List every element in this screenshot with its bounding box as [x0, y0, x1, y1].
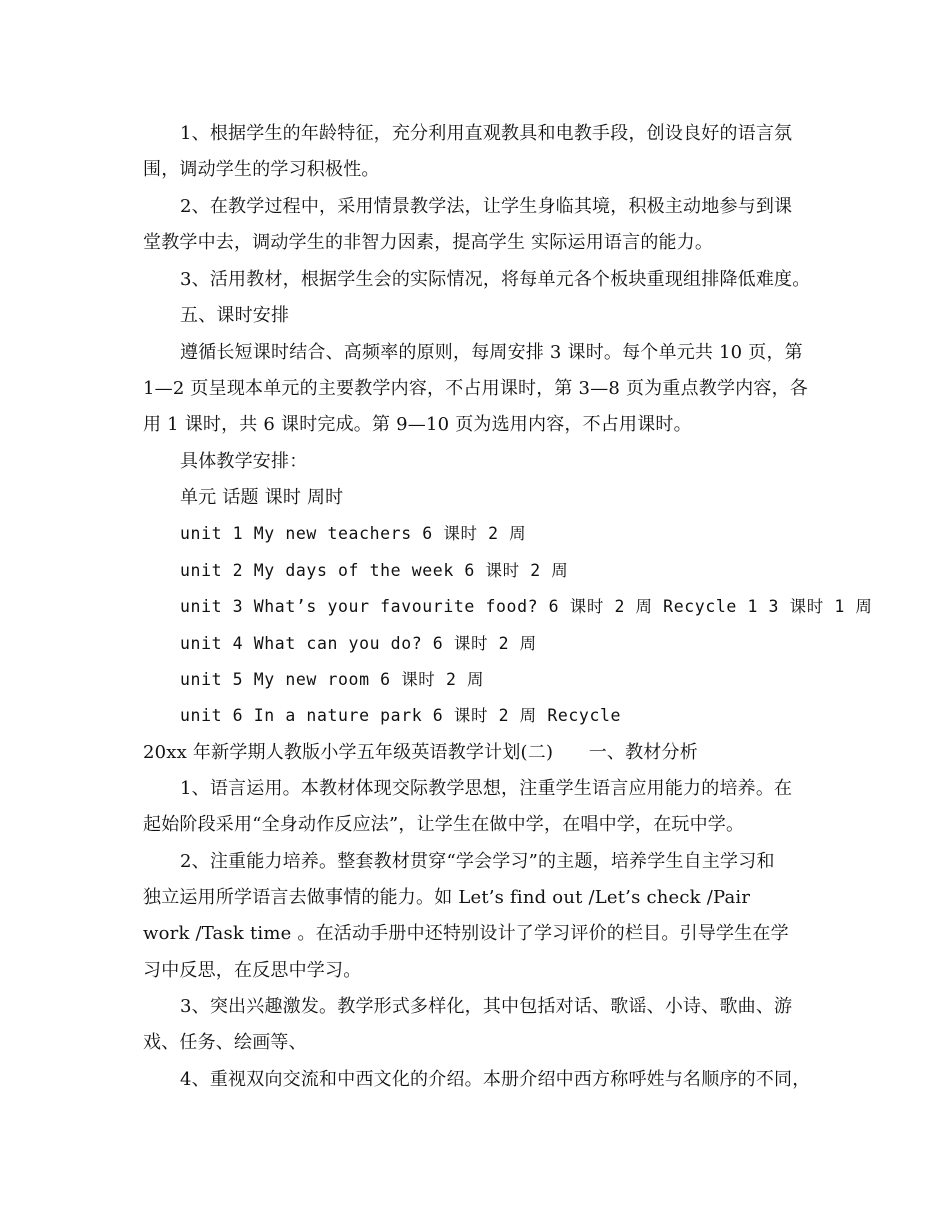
paragraph-line: work /Task time 。在活动手册中还特别设计了学习评价的栏目。引导学生在学: [143, 923, 789, 944]
paragraph-line: 4、重视双向交流和中西文化的介绍。本册介绍中西方称呼姓与名顺序的不同，: [180, 1069, 811, 1090]
schedule-row: unit 1 My new teachers 6 课时 2 周: [180, 524, 527, 543]
schedule-row: unit 4 What can you do? 6 课时 2 周: [180, 634, 537, 653]
schedule-row: unit 6 In a nature park 6 课时 2 周 Recycle: [180, 706, 622, 725]
paragraph-line: 围，调动学生的学习积极性。: [143, 159, 380, 180]
paragraph-line: 3、活用教材，根据学生会的实际情况，将每单元各个板块重现组排降低难度。: [180, 269, 811, 290]
schedule-row: unit 2 My days of the week 6 课时 2 周: [180, 561, 569, 580]
paragraph-line: 1、根据学生的年龄特征，充分利用直观教具和电教手段，创设良好的语言氛: [180, 123, 793, 144]
paragraph-line: 习中反思，在反思中学习。: [143, 960, 362, 981]
document-title-line: 20xx 年新学期人教版小学五年级英语教学计划(二) 一、教材分析: [143, 742, 698, 763]
schedule-header: 单元 话题 课时 周时: [180, 487, 344, 508]
paragraph-line: 起始阶段采用“全身动作反应法”，让学生在做中学，在唱中学，在玩中学。: [143, 814, 745, 835]
paragraph-line: 1、语言运用。本教材体现交际教学思想，注重学生语言应用能力的培养。在: [180, 778, 793, 799]
paragraph-line: 1—2 页呈现本单元的主要教学内容，不占用课时，第 3—8 页为重点教学内容，各: [143, 378, 808, 399]
paragraph-line: 遵循长短课时结合、高频率的原则，每周安排 3 课时。每个单元共 10 页，第: [180, 342, 803, 363]
paragraph-line: 具体教学安排：: [180, 451, 308, 472]
paragraph-line: 2、注重能力培养。整套教材贯穿“学会学习”的主题，培养学生自主学习和: [180, 851, 775, 872]
paragraph-line: 用 1 课时，共 6 课时完成。第 9—10 页为选用内容，不占用课时。: [143, 414, 692, 435]
paragraph-line: 2、在教学过程中，采用情景教学法，让学生身临其境，积极主动地参与到课: [180, 196, 793, 217]
paragraph-line: 堂教学中去，调动学生的非智力因素，提高学生 实际运用语言的能力。: [143, 232, 714, 253]
section-heading: 五、课时安排: [180, 305, 290, 326]
paragraph-line: 戏、任务、绘画等、: [143, 1032, 307, 1053]
paragraph-line: 独立运用所学语言去做事情的能力。如 Let’s find out /Let’s check /Pair: [143, 887, 751, 908]
paragraph-line: 3、突出兴趣激发。教学形式多样化，其中包括对话、歌谣、小诗、歌曲、游: [180, 996, 793, 1017]
schedule-row: unit 5 My new room 6 课时 2 周: [180, 670, 485, 689]
schedule-row: unit 3 What’s your favourite food? 6 课时 2 周 Recycle 1 3 课时 1 周: [180, 597, 873, 616]
